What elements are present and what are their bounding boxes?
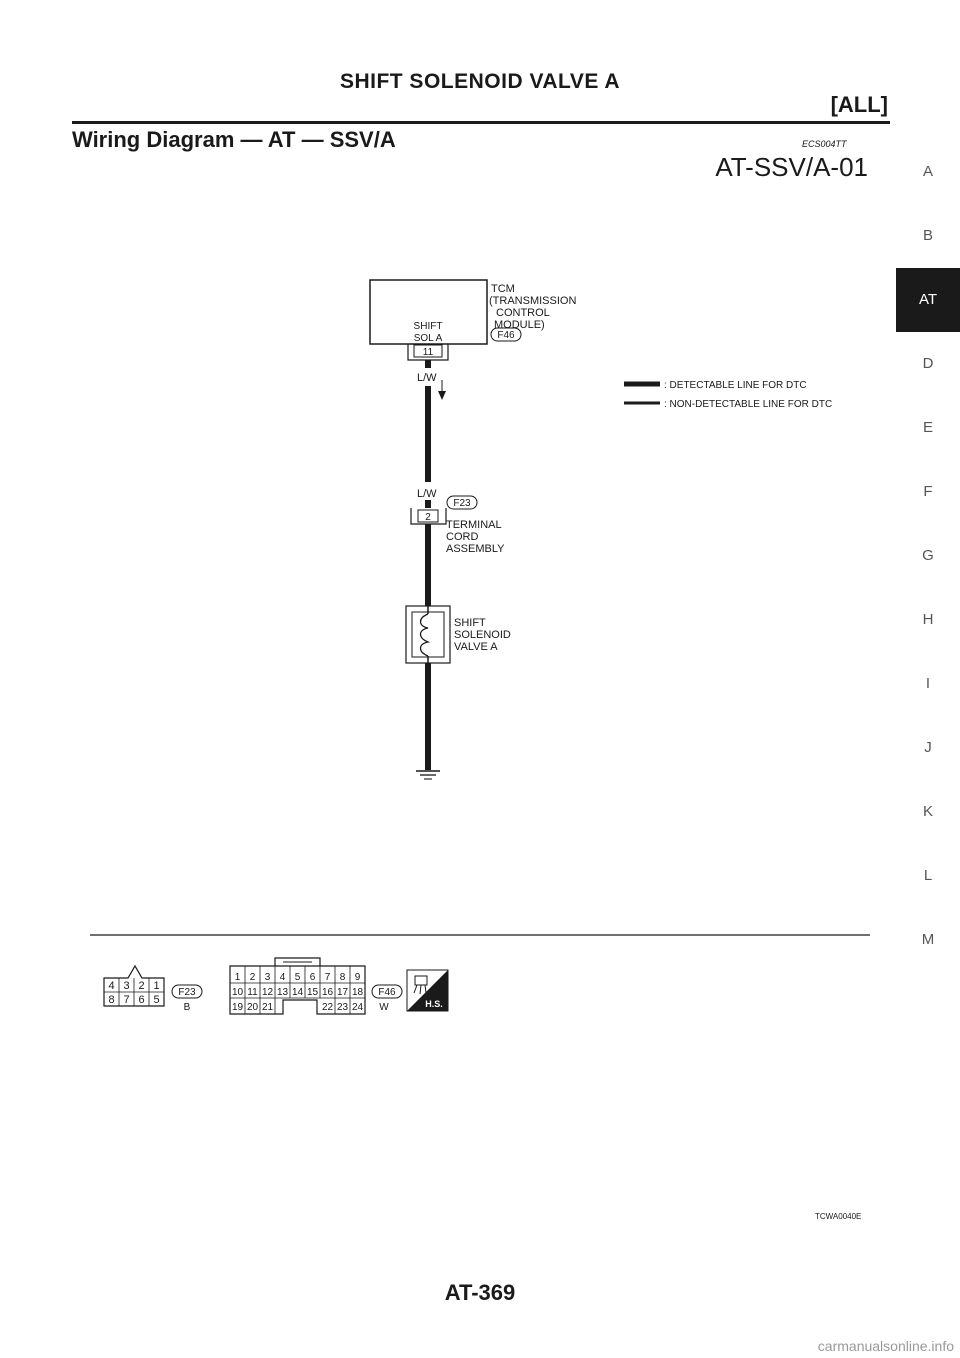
f23-pin: 6 xyxy=(138,994,145,1006)
f46-pin: 7 xyxy=(324,972,331,983)
f46-pin: 18 xyxy=(351,987,364,998)
f23-pin: 1 xyxy=(153,980,160,992)
f46-pin: 8 xyxy=(339,972,346,983)
f46-id: F46 xyxy=(378,987,396,998)
side-index-g[interactable]: G xyxy=(922,547,934,564)
tcm-desc-3: MODULE) xyxy=(494,319,545,331)
page-header-title: SHIFT SOLENOID VALVE A xyxy=(339,70,621,93)
section-tag: [ALL] xyxy=(830,92,888,117)
pin-11-number: 11 xyxy=(422,347,434,358)
pin-2-number: 2 xyxy=(425,512,431,523)
f23-pin: 8 xyxy=(108,994,115,1006)
side-index-m[interactable]: M xyxy=(921,931,935,948)
direction-arrow-icon xyxy=(438,391,446,400)
page-number: AT-369 xyxy=(444,1280,516,1305)
f46-pin: 11 xyxy=(247,987,258,998)
tcm-desc-1: (TRANSMISSION xyxy=(489,295,577,307)
side-index-at[interactable]: AT xyxy=(896,268,960,332)
section-code: ECS004TT xyxy=(802,139,847,149)
side-index-d[interactable]: D xyxy=(922,355,934,372)
f46-pin: 16 xyxy=(321,987,334,998)
solenoid-label-3: VALVE A xyxy=(454,641,498,653)
f23-color: B xyxy=(183,1002,191,1013)
solenoid-label-2: SOLENOID xyxy=(454,629,511,641)
side-index-k[interactable]: K xyxy=(922,803,933,820)
section-title: Wiring Diagram — AT — SSV/A xyxy=(72,127,396,152)
wire-color-top: L/W xyxy=(417,372,437,384)
f23-pin: 5 xyxy=(153,994,160,1006)
f46-pin: 1 xyxy=(234,972,241,983)
f46-pin: 23 xyxy=(336,1002,349,1013)
f46-pin: 17 xyxy=(336,987,349,998)
ground-icon xyxy=(416,771,440,779)
f46-pin: 20 xyxy=(246,1002,259,1013)
f46-pin: 12 xyxy=(261,987,274,998)
f46-pin: 19 xyxy=(231,1002,244,1013)
watermark: carmanualsonline.info xyxy=(817,1338,954,1354)
f23-pin: 2 xyxy=(138,980,145,992)
f46-pin: 13 xyxy=(276,987,289,998)
tcm-desc-2: CONTROL xyxy=(496,307,550,319)
f46-pin: 15 xyxy=(306,987,319,998)
f46-pin: 3 xyxy=(264,972,271,983)
connector-f46-face xyxy=(230,958,365,1014)
f23-pin: 4 xyxy=(108,980,115,992)
terminal-label-3: ASSEMBLY xyxy=(446,543,505,555)
coil-icon xyxy=(421,614,429,656)
f23-id: F23 xyxy=(178,987,196,998)
f46-color: W xyxy=(379,1002,389,1013)
tcm-name: TCM xyxy=(491,283,515,295)
legend-detectable-label: : DETECTABLE LINE FOR DTC xyxy=(664,380,807,391)
side-index-j[interactable]: J xyxy=(924,739,932,756)
tcm-pin-label-1: SHIFT xyxy=(413,321,443,332)
tcm-connector-id: F46 xyxy=(497,330,515,341)
solenoid-label-1: SHIFT xyxy=(454,617,486,629)
side-index-a[interactable]: A xyxy=(922,163,933,180)
f23-pin: 7 xyxy=(123,994,130,1006)
f46-pin: 10 xyxy=(231,987,244,998)
f46-pin: 9 xyxy=(354,972,361,983)
wire-color-mid: L/W xyxy=(417,488,437,500)
harness-side-icon xyxy=(407,970,448,1011)
f46-pin: 5 xyxy=(294,972,301,983)
terminal-connector-id: F23 xyxy=(453,498,471,509)
f46-pin: 6 xyxy=(309,972,316,983)
side-index-h[interactable]: H xyxy=(922,611,934,628)
connector-f23-face xyxy=(104,966,164,1006)
f46-pin: 21 xyxy=(261,1002,274,1013)
f46-pin: 2 xyxy=(249,972,256,983)
side-index-i[interactable]: I xyxy=(925,675,931,692)
diagram-id: AT-SSV/A-01 xyxy=(715,152,868,182)
f46-pin: 4 xyxy=(279,972,286,983)
terminal-label-1: TERMINAL xyxy=(446,519,502,531)
f46-pin: 14 xyxy=(291,987,304,998)
figure-code: TCWA0040E xyxy=(815,1212,862,1221)
f23-pin: 3 xyxy=(123,980,130,992)
side-index-e[interactable]: E xyxy=(922,419,933,436)
terminal-label-2: CORD xyxy=(446,531,479,543)
f46-pin: 24 xyxy=(351,1002,364,1013)
legend-non-detectable-label: : NON-DETECTABLE LINE FOR DTC xyxy=(664,399,833,410)
f46-pin: 22 xyxy=(321,1002,334,1013)
side-index-f[interactable]: F xyxy=(923,483,933,500)
side-index-b[interactable]: B xyxy=(922,227,933,244)
side-index-l[interactable]: L xyxy=(923,867,933,884)
hs-badge-label: H.S. xyxy=(425,999,443,1009)
solenoid-inner-box xyxy=(412,612,444,657)
tcm-pin-label-2: SOL A xyxy=(413,333,443,344)
